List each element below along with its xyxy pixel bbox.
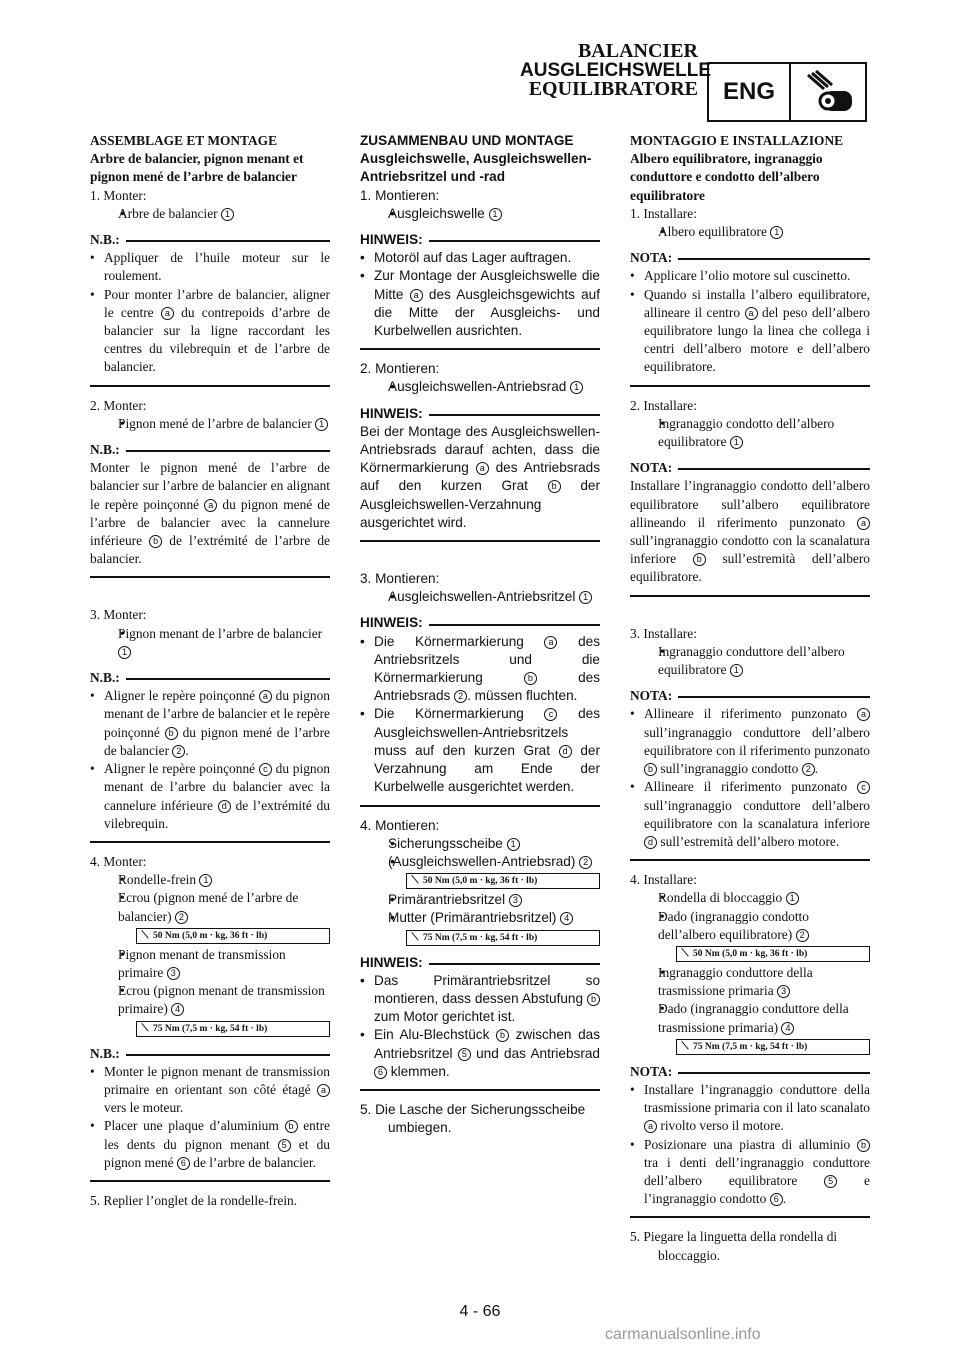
step-item: • Ausgleichswelle 1	[360, 205, 600, 223]
torque-spec: ⟍ 75 Nm (7,5 m · kg, 54 ft · lb)	[676, 1039, 870, 1055]
step-1: 1. Installare:	[630, 205, 697, 221]
subheading: Arbre de balancier, pignon menant et pignon mené de l’arbre de balancier	[90, 151, 304, 185]
step-4: 4. Installare:	[630, 872, 697, 888]
step-item: • Ecrou (pignon menant de transmission primaire) 4	[90, 982, 330, 1018]
torque-spec: ⟍ 50 Nm (5,0 m · kg, 36 ft · lb)	[676, 946, 870, 962]
heading: ASSEMBLAGE ET MONTAGE	[90, 133, 278, 148]
note-item: • Motoröl auf das Lager auftragen.	[360, 249, 600, 267]
header-title-fr: BALANCIER	[577, 40, 698, 62]
note-text: Installare l’ingranaggio condotto dell’albero equilibratore sull’albero equilibratore allineando il riferimento punzonato a sull’ingranaggio condotto con la scanalatura inferiore b sull’estremità dell’albero equilibratore.	[630, 478, 870, 585]
note-item: • Aligner le repère poinçonné c du pignon menant de l’arbre du balancier avec la cannelure inférieure d de l’extrémité du vilebrequin.	[90, 760, 330, 833]
torque-spec: ⟍ 75 Nm (7,5 m · kg, 54 ft · lb)	[406, 930, 600, 946]
torque-wrench-icon: ⟍	[681, 1040, 689, 1052]
note-item: • Die Körnermarkierung c des Ausgleichswellen-Antriebsritzels muss auf den kurzen Grat d der Verzahnung am Ende der Kurbelwelle ausgerichtet werden.	[360, 705, 600, 796]
note-header: NOTA:	[630, 1063, 870, 1081]
step-3: 3. Montieren:	[360, 571, 440, 587]
note-item: • Zur Montage der Ausgleichswelle die Mitte a des Ausgleichsgewichts auf die Mitte der Ausgleichs- und Kurbelwellen ausrichten.	[360, 267, 600, 340]
step-item: • Ausgleichswellen-Antriebsritzel 1	[360, 588, 600, 606]
note-item: • Die Körnermarkierung a des Antriebsritzels und die Körnermarkierung b des Antriebsrads 2 . müssen fluchten.	[360, 633, 600, 706]
step-item: • Rondelle-frein 1	[90, 871, 330, 889]
column-german	[360, 132, 600, 1137]
step-item: • (Ausgleichswellen-Antriebsrad) 2	[360, 853, 600, 871]
torque-wrench-icon: ⟍	[411, 931, 419, 943]
step-item: • Pignon menant de transmission primaire 3	[90, 946, 330, 982]
note-item: • Allineare il riferimento punzonato c sull’ingranaggio conduttore dell’albero equilibratore con la scanalatura inferiore d sull’estremità dell’albero motore.	[630, 778, 870, 851]
step-item: • Ingranaggio condotto dell’albero equilibratore 1	[630, 415, 870, 451]
note-header: N.B.:	[90, 441, 330, 459]
watermark: carmanualsonline.info	[605, 1326, 761, 1343]
step-item: • Ausgleichswellen-Antriebsrad 1	[360, 378, 600, 396]
step-item: • Ecrou (pignon mené de l’arbre de balancier) 2	[90, 889, 330, 925]
step-item: • Dado (ingranaggio conduttore della trasmissione primaria) 4	[630, 1000, 870, 1036]
step-item: • Pignon mené de l’arbre de balancier 1	[90, 415, 330, 433]
note-item: • Pour monter l’arbre de balancier, aligner le centre a du contrepoids d’arbre de balancier sur la ligne raccordant les centres du vilebrequin et de l’arbre de balancier.	[90, 286, 330, 377]
note-item: • Placer une plaque d’aluminium b entre les dents du pignon menant 5 et du pignon mené 6 de l’arbre de balancier.	[90, 1117, 330, 1172]
eng-badge	[707, 62, 867, 122]
header-title-de: AUSGLEICHSWELLE	[520, 60, 712, 81]
note-header: HINWEIS:	[360, 614, 600, 632]
heading: MONTAGGIO E INSTALLAZIONE	[630, 133, 844, 148]
subheading: Albero equilibratore, ingranaggio conduttore e condotto dell’albero equilibratore	[630, 151, 823, 203]
step-5: 5. Die Lasche der Sicherungsscheibe umbiegen.	[360, 1101, 586, 1136]
note-header: HINWEIS:	[360, 231, 600, 249]
note-item: • Installare l’ingranaggio conduttore della trasmissione primaria con il lato scanalato a rivolto verso il motore.	[630, 1081, 870, 1136]
step-item: • Ingranaggio conduttore della trasmissione primaria 3	[630, 964, 870, 1000]
note-header: NOTA:	[630, 687, 870, 705]
step-2: 2. Installare:	[630, 397, 697, 413]
step-item: • Primärantriebsritzel 3	[360, 891, 600, 909]
torque-wrench-icon: ⟍	[141, 1022, 149, 1034]
column-italian	[630, 132, 870, 1265]
note-header: HINWEIS:	[360, 405, 600, 423]
step-5: 5. Replier l’onglet de la rondelle-frein.	[90, 1192, 298, 1208]
step-4: 4. Montieren:	[360, 817, 440, 833]
step-4: 4. Monter:	[90, 853, 147, 869]
note-item: • Applicare l’olio motore sul cuscinetto.	[630, 267, 870, 285]
subheading: Ausgleichswelle, Ausgleichswellen-Antriebsritzel und -rad	[360, 151, 592, 185]
step-5: 5. Piegare la linguetta della rondella di bloccaggio.	[630, 1229, 838, 1263]
note-header: NOTA:	[630, 459, 870, 477]
heading: ZUSAMMENBAU UND MONTAGE	[360, 133, 574, 148]
step-2: 2. Monter:	[90, 397, 147, 413]
step-1: 1. Monter:	[90, 187, 147, 203]
torque-spec: ⟍ 50 Nm (5,0 m · kg, 36 ft · lb)	[406, 873, 600, 889]
step-item: • Sicherungsscheibe 1	[360, 835, 600, 853]
step-item: • Mutter (Primärantriebsritzel) 4	[360, 909, 600, 927]
torque-spec: ⟍ 75 Nm (7,5 m · kg, 54 ft · lb)	[136, 1021, 330, 1037]
note-header: NOTA:	[630, 249, 870, 267]
step-item: • Rondella di bloccaggio 1	[630, 889, 870, 907]
step-item: • Dado (ingranaggio condotto dell’albero equilibratore) 2	[630, 908, 870, 944]
engine-crank-icon	[791, 64, 865, 120]
note-item: • Aligner le repère poinçonné a du pignon menant de l’arbre de balancier et le repère poinçonné b du pignon mené de l’arbre de balancier 2 .	[90, 687, 330, 760]
note-item: • Monter le pignon menant de transmission primaire en orientant son côté étagé a vers le moteur.	[90, 1063, 330, 1118]
section-header	[520, 40, 712, 100]
step-3: 3. Installare:	[630, 625, 697, 641]
step-item: • Arbre de balancier 1	[90, 205, 330, 223]
header-title-it: EQUILIBRATORE	[528, 78, 698, 100]
note-item: • Ein Alu-Blechstück b zwischen das Antriebsritzel 5 und das Antriebsrad 6 klemmen.	[360, 1026, 600, 1081]
note-header: HINWEIS:	[360, 954, 600, 972]
torque-wrench-icon: ⟍	[411, 875, 419, 887]
note-text: Bei der Montage des Ausgleichswellen-Antriebsrads darauf achten, dass die Körnermarkierung a des Antriebsrads auf den kurzen Grat b der Ausgleichswellen-Verzahnung ausgerichtet wird.	[360, 423, 600, 530]
column-french	[90, 132, 330, 1210]
step-2: 2. Montieren:	[360, 361, 440, 377]
note-header: N.B.:	[90, 231, 330, 249]
step-item: • Pignon menant de l’arbre de balancier 1	[90, 625, 330, 661]
note-item: • Quando si installa l’albero equilibratore, allineare il centro a del peso dell’albero equilibratore lungo la linea che collega i centri dell’albero motore e dell’albero equilibratore.	[630, 286, 870, 377]
torque-wrench-icon: ⟍	[141, 929, 149, 941]
eng-label: ENG	[709, 64, 791, 120]
page-number: 4 - 66	[459, 1303, 501, 1320]
step-1: 1. Montieren:	[360, 187, 440, 203]
step-item: • Ingranaggio conduttore dell’albero equilibratore 1	[630, 643, 870, 679]
note-item: • Allineare il riferimento punzonato a sull’ingranaggio conduttore dell’albero equilibratore con il riferimento punzonato b sull’ingranaggio condotto 2 .	[630, 705, 870, 778]
step-item: • Albero equilibratore 1	[630, 223, 870, 241]
step-3: 3. Monter:	[90, 607, 147, 623]
note-item: • Posizionare una piastra di alluminio b tra i denti dell’ingranaggio conduttore dell’albero equilibratore 5 e l’ingranaggio condotto 6 .	[630, 1136, 870, 1209]
torque-spec: ⟍ 50 Nm (5,0 m · kg, 36 ft · lb)	[136, 928, 330, 944]
note-item: • Das Primärantriebsritzel so montieren, dass dessen Abstufung b zum Motor gerichtet ist.	[360, 972, 600, 1027]
note-text: Monter le pignon mené de l’arbre de balancier sur l’arbre de balancier en alignant le repère poinçonné a du pignon mené de l’arbre de balancier avec la cannelure inférieure b de l’extrémité de l’arbre de balancier.	[90, 460, 330, 567]
note-header: N.B.:	[90, 1045, 330, 1063]
note-item: • Appliquer de l’huile moteur sur le roulement.	[90, 249, 330, 285]
note-header: N.B.:	[90, 669, 330, 687]
torque-wrench-icon: ⟍	[681, 947, 689, 959]
